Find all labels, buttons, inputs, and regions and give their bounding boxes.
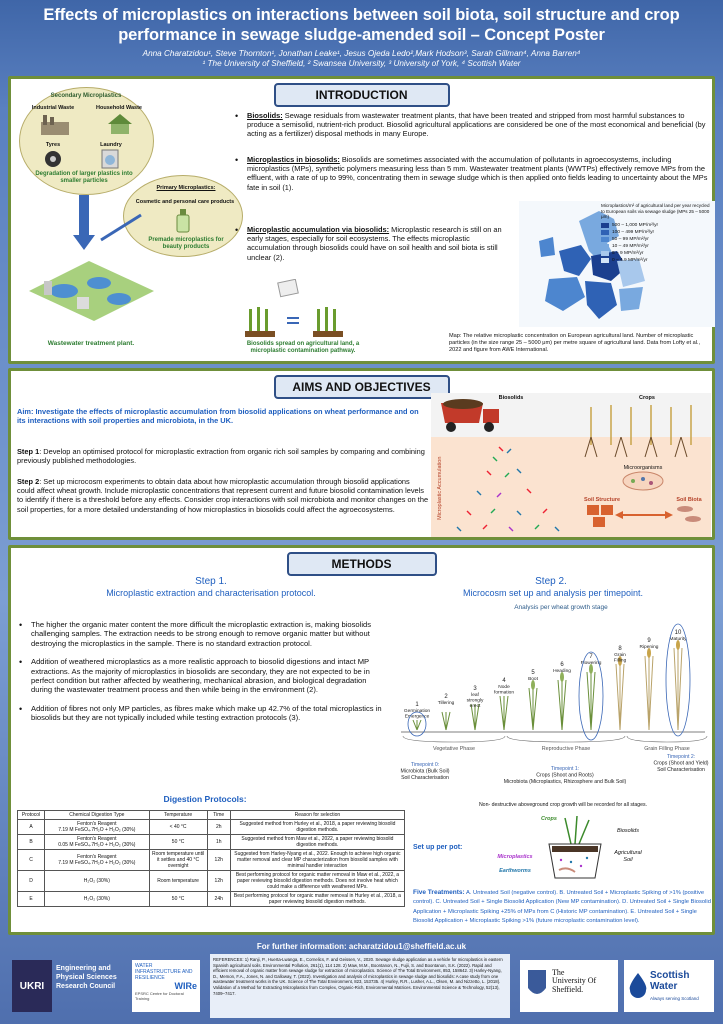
stage-name: Grain <box>614 653 626 658</box>
factory-icon <box>39 114 71 136</box>
flow-arrows <box>71 195 171 255</box>
map-legend-label: 5 – 9 MP/m²/yr <box>612 250 644 256</box>
map-legend-label: 500 – 1,000 MP/m²/yr <box>612 222 659 228</box>
pot-setup-illustration <box>531 814 621 880</box>
step2-subtitle: Microcosm set up and analysis per timepoint. <box>462 588 644 598</box>
title-line-1: Effects of microplastics on interactions between soil biota, soil structure and crop <box>43 6 680 24</box>
authors: Anna Charatzidou¹, Steve Thornton¹, Jonathan Leake¹, Jesus Ojeda Ledo²,Mark Hodson³, Sarah Gillman⁴, Anna Barren⁴ <box>142 49 581 58</box>
wheat-plant <box>413 720 417 730</box>
biosolids-heading: Biosolids: <box>247 111 283 120</box>
method-bullet <box>17 704 387 723</box>
stage-name: erect <box>469 704 481 709</box>
map-legend-item <box>601 243 713 250</box>
map-legend-swatch <box>601 223 609 228</box>
scottish-water-logo <box>624 960 714 1012</box>
phase-brace <box>507 736 625 742</box>
biosolids-caption: Biosolids spread on agricultural land, a microplastic contamination pathway. <box>246 341 360 354</box>
cdt-logo-text: EPSRC Centre for Doctoral Training <box>135 991 184 1001</box>
epsrc-logo-text: Engineering and Physical Sciences Research Council <box>56 965 117 990</box>
method-bullets <box>17 620 387 730</box>
wheat-plant <box>504 696 508 730</box>
step2-title: Step 2. <box>535 576 567 587</box>
table-cell: Fenton's Reagent 7.19 M FeSO₄.7H₂O + H₂O₂ (30%) <box>45 850 149 871</box>
industrial-waste-label: Industrial Waste <box>31 105 75 111</box>
method-bullet-text: • Addition of fibres not only MP particles, as fibres make which make up 42.7% of the total microplastics in biosolids but they are not typically included while testing extraction protocols (3). <box>31 703 382 723</box>
stage-number: 3 <box>473 686 477 692</box>
table-cell: Room temperature until it settles and 40 °C overnight <box>149 850 207 871</box>
table-cell: E <box>18 892 45 907</box>
map-legend-item <box>601 229 713 236</box>
nondestructive-note: Non- destructive aboveground crop growth will be recorded for all stages. <box>478 802 648 808</box>
wires-logo-text: WATER INFRASTRUCTURE AND RESILIENCE <box>135 963 193 981</box>
wheat-plant <box>558 680 562 730</box>
table-cell: Suggested from Harley-Nyang et al., 2022. Enough to achieve high organic matter removal and clear MP characterization from biosolid samples with minimal handler interaction <box>230 850 404 871</box>
step1-text: : Develop an optimised protocol for microplastic extraction from organic rich soil samples by comparing and combining previously published methodologies. <box>17 447 425 466</box>
wheat-plant <box>678 648 682 730</box>
timepoint0-label: Soil Characterisation <box>401 775 449 781</box>
aim-text: Investigate the effects of microplastic accumulation from biosolid applications on wheat performance and on its interactions with soil properties and microbiota, in the UK. <box>17 407 419 426</box>
stage-name: Boot <box>528 677 538 682</box>
contact-info: For further information: acharatzidou1@sheffield.ac.uk <box>256 942 467 951</box>
timepoint2-label: Timepoint 2: <box>666 754 696 760</box>
washing-machine-icon <box>101 149 119 169</box>
timepoint1-label: Timepoint 1: <box>550 766 580 772</box>
aims-figure <box>431 393 711 537</box>
timepoint1-label: Microbiota (Microplastics, Rhizosphere and Bulk Soil) <box>503 779 627 785</box>
wheat-plant <box>674 648 678 730</box>
stage-name: Filling <box>613 658 627 664</box>
degradation-label: Degradation of larger plastics into smaller particles <box>35 171 133 184</box>
timepoint1-label: Crops (Shoot and Roots) <box>536 772 594 779</box>
wheat-plant <box>529 688 533 730</box>
stage-name: leaf <box>471 693 479 698</box>
wheat-plant <box>533 688 537 730</box>
mp-in-biosolids-bullet <box>233 155 711 192</box>
stage-number: 2 <box>444 694 448 700</box>
stage-number: 4 <box>502 678 506 684</box>
table-cell: C <box>18 850 45 871</box>
stage-name: Heading <box>553 669 571 674</box>
secondary-microplastics-title: Secondary Microplastics <box>50 93 122 99</box>
stage-name: formation <box>494 690 514 696</box>
table-row <box>18 871 405 892</box>
stage-number: 10 <box>674 630 682 636</box>
pot-crops-label: Crops <box>541 816 557 822</box>
mp-accumulation-axis-label: Microplastic Accumulation <box>436 456 443 520</box>
wheat-plant <box>446 712 450 730</box>
table-header-cell: Protocol <box>18 811 45 820</box>
references: REFERENCES: 1) Ranji, P., Huerta-Lwanga, E., Cornelics, F. and Geissen, V., 2020. Sewage sludge application as a vehicle for microplastics in eastern Spanish agricultural soils. Environmental Pollution, 261(1), 114 128. 2) Maw, M.M., Boontanon, N., Fujii, S. and Boontanon, S.K. (2022). Rapid and efficient removal of organic matter from sewage sludge for extraction of microplastics. Science of The Total Environment, 853, 158642. 3) Harley-Nyang, D., Memon, F.A., Jones, N. and Galloway, T. (2022). Investigation and analysis of microplastics in sewage sludge and biosolids: A case study from one wastewater treatment works in the UK. Science of The Total Environment, 823, 153735. 4) Hurley, R.R., Lusher, A.L., Olsen, M. and Nizzetto, L. (2018). Validation of a Method for Extracting Microplastics from Complex, Organic-Rich, Environmental Matrices. Environmental Science & Technology, 52(13), 7409–7417. <box>210 954 510 1018</box>
wheat-plant <box>587 672 591 730</box>
methods-heading: METHODS <box>287 552 437 576</box>
phase-label: Vegetative Phase <box>433 746 475 752</box>
stage-name: Emergence <box>404 714 430 720</box>
table-cell: 50 °C <box>149 892 207 907</box>
wheat-plant <box>591 672 595 730</box>
aims-panel <box>8 368 715 540</box>
map-legend-item <box>601 236 713 243</box>
pot-earthworms-label: Earthworms <box>499 868 531 874</box>
soil-interaction-arrows <box>581 489 709 535</box>
mp-in-biosolids-text: Biosolids are sometimes associated with the accumulation of pollutants in agroecosystems, including microplastics (MPs), synthetic polymers measuring less than 5 mm. Wastewater treatment plants (WWTPs) effectively remove MPs from the effluent, with a rate of up to 99%, concentrating them in sewage sludge which is then applied onto fields leading to uncertainty about the MPs fate in soil (1). <box>247 155 708 192</box>
introduction-heading: INTRODUCTION <box>274 83 450 107</box>
wheat-plant <box>616 664 620 730</box>
stage-name: Maturity <box>669 637 687 642</box>
mp-in-biosolids-heading: Microplastics in biosolids: <box>247 155 340 164</box>
map-legend <box>601 203 713 264</box>
microplastic-particles <box>447 441 567 535</box>
map-legend-label: 50 – 99 MP/m²/yr <box>612 236 649 242</box>
wastewater-plant-label: Wastewater treatment plant. <box>47 340 135 347</box>
aim-statement <box>17 407 429 425</box>
table-cell: Best performing protocol for organic matter removal in Hurley et al., 2018, a paper reviewing biosolid digestion methods. <box>230 892 404 907</box>
stage-number: 1 <box>415 702 419 708</box>
wheat-plant <box>649 656 653 730</box>
table-cell: 50 °C <box>149 835 207 850</box>
table-cell: < 40 °C <box>149 820 207 835</box>
methods-panel <box>8 545 715 935</box>
microorganisms-fig-label: Microorganisms <box>623 465 663 471</box>
uni-the: The <box>552 968 565 977</box>
table-row <box>18 850 405 871</box>
table-cell: A <box>18 820 45 835</box>
wheat-plant <box>417 720 421 730</box>
water-drop-icon <box>628 972 648 998</box>
stage-name: Germination <box>403 709 431 714</box>
map-legend-item <box>601 222 713 229</box>
map-legend-title: Microplastics/m² of agricultural land per year recycled to European soils via sewage sludge (MPs 25 – 5000 μm) <box>601 203 710 220</box>
wastewater-plant-illustration <box>19 251 159 331</box>
table-header-cell: Temperature <box>149 811 207 820</box>
stage-number: 6 <box>560 662 564 668</box>
table-cell: B <box>18 835 45 850</box>
table-cell: Suggested method from Hurley et al., 2018, a paper reviewing biosolid digestion methods. <box>230 820 404 835</box>
university-crest-icon <box>526 968 548 1002</box>
wheat-plant <box>645 656 649 730</box>
wheat-plant <box>500 696 504 730</box>
wires-logo-mark: WIRe <box>174 981 197 991</box>
biosolids-field-illustration <box>239 279 359 349</box>
table-cell: 1h <box>207 835 230 850</box>
map-legend-label: 100 – 499 MP/m²/yr <box>612 229 655 235</box>
cosmetic-label: Cosmetic and personal care products <box>135 199 235 205</box>
map-legend-label: 0 – 4.9 MP/m²/yr <box>612 257 648 263</box>
pot-microplastics-label: Microplastics <box>497 854 533 860</box>
timepoint2-label: Soil Characterisation <box>657 767 705 773</box>
mp-accumulation-bullet <box>233 225 513 262</box>
stage-number: 5 <box>531 670 535 676</box>
pot-soil-label: Agricultural Soil <box>614 850 642 863</box>
step2-label: Step 2 <box>17 477 40 486</box>
ukri-logo <box>12 960 52 1012</box>
table-header-cell: Time <box>207 811 230 820</box>
stage-number: 9 <box>647 638 651 644</box>
soil-structure-fig-label: Soil Structure <box>583 497 621 503</box>
phase-brace <box>627 736 707 742</box>
sheffield-logo <box>520 960 618 1012</box>
stage-name: Ripening <box>639 645 659 650</box>
wheat-plant <box>442 712 446 730</box>
table-cell: Best performing protocol for organic matter removal in Maw et al., 2022, a paper reviewing biosolid digestion methods. Does not involve heat which could make a difference with weathered MPs. <box>230 871 404 892</box>
map-legend-swatch <box>601 244 609 249</box>
scottish-water-name: Scottish Water <box>650 970 690 992</box>
table-cell: 24h <box>207 892 230 907</box>
table-header-cell: Reason for selection <box>230 811 404 820</box>
wheat-plant <box>620 664 624 730</box>
five-treatments-text: A. Untreated Soil (negative control). B. Untreated Soil + Microplastic Spiking of >1% (positive control). C. Untreated Soil + Single Biosolid Application (New MP contamination). D. Untreated Soil + Single Biosolid Application + Microplastic Spiking +25% of MPs from C (Historic MP contamination). E. Untreated Soil + Single Biosolid Application + Microplastic Spiking >1% (future microplastic contamination level). <box>413 890 711 925</box>
step2-objective <box>17 477 429 514</box>
stage-number: 8 <box>618 646 622 652</box>
pot-biosolids-label: Biosolids <box>616 828 639 834</box>
uni-name: University Of Sheffield. <box>552 976 597 994</box>
phase-label: Grain Filling Phase <box>644 746 690 752</box>
timepoint0-label: Microbiota (Bulk Soil) <box>400 768 450 775</box>
digestion-protocols-title: Digestion Protocols: <box>163 794 247 804</box>
table-cell: 12h <box>207 850 230 871</box>
mp-accumulation-heading: Microplastic accumulation via biosolids: <box>247 225 390 234</box>
growth-stages-figure <box>395 610 711 796</box>
table-cell: H₂O₂ (30%) <box>45 871 149 892</box>
title-line-2: performance in sewage sludge-amended soil – Concept Poster <box>118 26 605 44</box>
stage-name: strongly <box>466 698 484 704</box>
method-bullet-text: • The higher the organic mater content the more difficult the microplastic extraction is, making biosolids challenging samples. The extraction needs to be strong enough to remove organic matter but without destroying the microplastics in the sample. There is no standard extraction protocol. <box>31 620 372 648</box>
step1-title: Step 1. <box>195 576 227 587</box>
setup-per-pot-label: Set up per pot: <box>413 844 463 851</box>
table-cell: Fenton's Reagent 7.19 M FeSO₄.7H₂O + H₂O₂ (30%) <box>45 820 149 835</box>
aims-heading: AIMS AND OBJECTIVES <box>274 375 450 399</box>
digestion-protocols-table <box>17 810 405 907</box>
house-icon <box>107 113 133 135</box>
poster-footer <box>0 938 723 1024</box>
scottish-water-tagline: Always serving Scotland <box>650 996 699 1001</box>
method-bullet <box>17 657 387 695</box>
biosolids-fig-label: Biosolids <box>498 395 524 401</box>
map-legend-swatch <box>601 230 609 235</box>
premade-label: Premade microplastics for beauty products <box>148 237 224 250</box>
aim-label: Aim: <box>17 407 34 416</box>
root-system-illustration <box>581 437 711 461</box>
biosolids-bullet <box>233 111 711 139</box>
table-cell: 12h <box>207 871 230 892</box>
tyres-label: Tyres <box>45 142 61 148</box>
step1-subtitle: Microplastic extraction and characterisation protocol. <box>106 588 316 598</box>
phase-label: Reproductive Phase <box>541 746 591 752</box>
poster-header <box>0 0 723 72</box>
microorganisms-icon <box>621 471 665 491</box>
tyre-icon <box>43 149 63 169</box>
map-legend-swatch <box>601 237 609 242</box>
table-row <box>18 835 405 850</box>
map-legend-swatch <box>601 258 609 263</box>
soil-biota-fig-label: Soil Biota <box>676 497 702 503</box>
step1-label: Step 1 <box>17 447 40 456</box>
stage-name: Tillering <box>437 701 455 706</box>
table-cell: Room temperature <box>149 871 207 892</box>
map-legend-label: 10 – 49 MP/m²/yr <box>612 243 649 249</box>
step2-text: : Set up microcosm experiments to obtain data about how microplastic accumulation through biosolid applications could affect wheat growth. Include microplastic concentrations that represent current and future biosolid contamination levels to identify if there is a threshold before any effects. Consider crop interactions with soil microbiota and monitor changes on the soil properties, for a more detailed understanding of how microplastics in biosolids could affect the agroecosystems. <box>17 477 429 514</box>
step1-objective <box>17 447 429 465</box>
table-cell: Suggested method from Maw et al., 2022, a paper reviewing biosolid digestion methods. <box>230 835 404 850</box>
primary-microplastics-title: Primary Microplastics: <box>156 185 216 191</box>
timepoint0-label: Timepoint 0: <box>410 762 440 768</box>
mp-accumulation-text: Microplastic research is still on an early stages, especially for soil ecosystems. The effects microplastic accumulation through biosolids could have on soil health and soil biota is still unclear (2). <box>247 225 502 262</box>
table-cell: H₂O₂ (30%) <box>45 892 149 907</box>
ukri-logo-text: UKRI <box>19 980 45 992</box>
wheat-plant <box>562 680 566 730</box>
poster-title <box>0 0 723 45</box>
dump-truck-icon <box>435 399 505 437</box>
table-header-cell: Chemical Digestion Type <box>45 811 149 820</box>
map-caption: Map: The relative microplastic concentration on European agricultural land. Number of microplastic particles (in the size range 25 – 5000 μm) per metre square of agricultural land. Data from Lofty et al., 2022 and figure from AWE International. <box>449 333 701 353</box>
stage-number: 7 <box>589 654 593 660</box>
wires-logo <box>132 960 200 1012</box>
biosolids-text: Sewage residuals from wastewater treatment plants, that have been treated and stripped from most harmful substances to produce a semisolid, nutrient-rich product. Biosolid agricultural applications are considered be one of the most economical and beneficial (by acting as a fertilizer) disposal methods in many Europe. <box>247 111 706 139</box>
table-cell: 2h <box>207 820 230 835</box>
five-treatments-label: Five Treatments: <box>413 889 465 896</box>
stage-name: Node <box>498 685 510 690</box>
map-legend-item <box>601 257 713 264</box>
growth-figure-title: Analysis per wheat growth stage <box>514 604 608 611</box>
table-cell: D <box>18 871 45 892</box>
introduction-panel <box>8 76 715 364</box>
table-cell: Fenton's Reagent 0.05 M FeSO₄.7H₂O + H₂O₂ (30%) <box>45 835 149 850</box>
laundry-label: Laundry <box>100 142 122 148</box>
table-row <box>18 820 405 835</box>
timepoint2-label: Crops (Shoot and Yield) <box>653 760 709 767</box>
table-row <box>18 892 405 907</box>
affiliations: ¹ The University of Sheffield, ² Swansea University, ³ University of York, ⁴ Scottish Water <box>202 59 521 68</box>
five-treatments <box>413 888 711 927</box>
method-bullet-text: • Addition of weathered microplastics as a more realistic approach to biosolid digestions and intact MP extractions. As the majority of microplastics in biosolids are secondary, they are not expected to be in perfect condition but rather affected by weathering, mechanical abrasion, and biological degradation during the wastewater treatment process and then while being in the environment (2). <box>31 657 370 695</box>
method-bullet <box>17 620 387 648</box>
cosmetic-bottle-icon <box>171 207 197 233</box>
stage-name: Flowering <box>580 661 602 666</box>
map-legend-item <box>601 250 713 257</box>
map-legend-swatch <box>601 251 609 256</box>
crops-fig-label: Crops <box>639 395 655 401</box>
household-waste-label: Household Waste <box>96 105 142 111</box>
phase-brace <box>403 736 505 742</box>
